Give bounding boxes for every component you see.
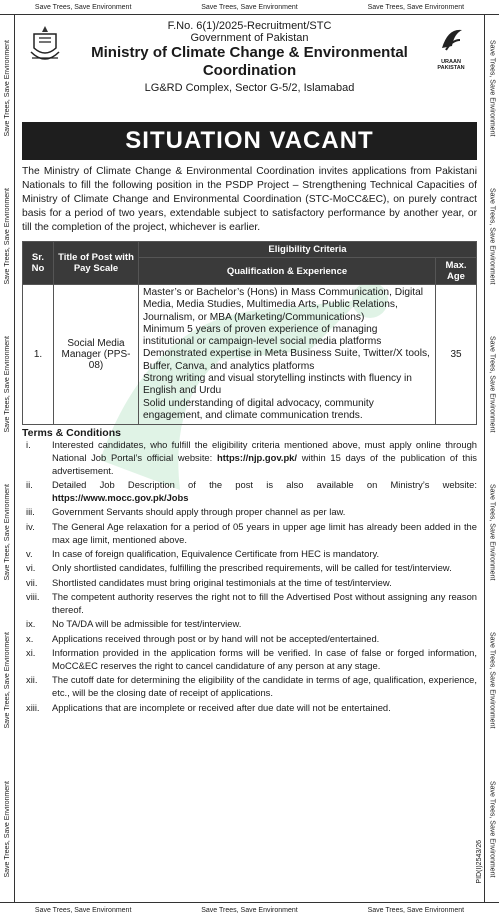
- term-text: [52, 521, 477, 547]
- term-text: [52, 674, 477, 700]
- term-text-part: Interested candidates, who fulfill the eligibility criteria mentioned above, must apply online through National Job Portal’s official website:: [52, 439, 477, 464]
- term-number: ix.: [26, 618, 36, 630]
- address: LG&RD Complex, Sector G-5/2, Islamabad: [144, 82, 355, 94]
- row-qualification: [139, 285, 436, 425]
- term-number: xiii.: [26, 701, 40, 713]
- term-text: [52, 618, 477, 631]
- row-title: Social Media Manager (PPS-08): [54, 285, 139, 425]
- uraan-pakistan-logo: [431, 24, 471, 70]
- border-text: Save Trees, Save Environment: [3, 39, 11, 137]
- border-text: Save Trees, Save Environment: [3, 632, 11, 729]
- term-item: [22, 506, 477, 519]
- term-item: [22, 647, 477, 673]
- term-text: [52, 633, 477, 646]
- term-number: iii.: [26, 506, 35, 518]
- border-text: Save Trees, Save Environment: [34, 906, 132, 914]
- term-number: x.: [26, 632, 34, 644]
- header-eligibility: Eligibility Criteria: [139, 242, 477, 258]
- term-text-part: Information provided in the application forms will be verified. In case of false or forged information, MoCC&EC reserves the right to cancel candidature of any person at any stage.: [52, 647, 477, 671]
- term-text: [52, 702, 477, 715]
- qualification-line: Master’s or Bachelor’s (Hons) in Mass Communication, Digital Media, Media Studies, Multimedia Arts, Public Relations, Journalism, or MBA (Marketing/Communications): [143, 287, 424, 323]
- border-text: Save Trees, Save Environment: [488, 632, 496, 729]
- term-item: [22, 577, 477, 590]
- term-number: iv.: [26, 520, 35, 532]
- term-item: [22, 618, 477, 631]
- term-text-part: within 15 days of the publication of this advertisement.: [52, 452, 477, 476]
- header-age: Max. Age: [436, 258, 477, 285]
- border-text: Save Trees, Save Environment: [201, 3, 298, 11]
- header-title: Title of Post with Pay Scale: [54, 242, 139, 285]
- uraan-logo-icon: [436, 24, 466, 54]
- term-number: viii.: [26, 591, 40, 603]
- term-link: https://www.mocc.gov.pk/Jobs: [52, 492, 189, 504]
- border-bottom: [0, 902, 499, 917]
- border-text: Save Trees, Save Environment: [34, 3, 132, 11]
- term-number: ii.: [26, 479, 33, 491]
- border-text: Save Trees, Save Environment: [488, 187, 496, 285]
- row-age: 35: [436, 285, 477, 425]
- term-number: vi.: [26, 562, 36, 574]
- term-text-part: Only shortlisted candidates, fulfilling the prescribed requirements, will be called for test/interview.: [52, 562, 452, 574]
- pid-number: PID(I)2543/26: [476, 840, 483, 884]
- uraan-label: URAAN PAKISTAN: [437, 59, 465, 71]
- term-number: vii.: [26, 576, 38, 588]
- government-emblem-icon: [28, 24, 62, 64]
- term-item: [22, 439, 477, 477]
- term-item: [22, 702, 477, 715]
- term-text: [52, 439, 477, 477]
- border-text: Save Trees, Save Environment: [3, 780, 11, 878]
- border-text: Save Trees, Save Environment: [488, 780, 496, 878]
- border-text: Save Trees, Save Environment: [3, 187, 11, 285]
- advertisement: [22, 18, 477, 716]
- border-text: Save Trees, Save Environment: [201, 906, 298, 914]
- situation-vacant-banner: SITUATION VACANT: [22, 122, 477, 160]
- term-text-part: No TA/DA will be admissible for test/interview.: [52, 618, 242, 630]
- qualification-line: Solid understanding of digital advocacy, community engagement, and climate communication trends.: [143, 397, 374, 421]
- term-text: [52, 562, 477, 575]
- terms-title: Terms & Conditions: [22, 427, 121, 440]
- table-row: [23, 285, 477, 425]
- term-text: [52, 506, 477, 519]
- terms-list: [22, 439, 477, 714]
- qualification-line: Minimum 5 years of proven experience of managing institutional or campaign-level social media platforms: [143, 323, 382, 348]
- border-top: [0, 0, 499, 15]
- term-text-part: Detailed Job Description of the post is also available on Ministry’s website:: [52, 479, 477, 491]
- ministry-name: Ministry of Climate Change & Environmental Coordination: [91, 44, 408, 79]
- border-text: Save Trees, Save Environment: [3, 336, 11, 433]
- term-text: [52, 479, 477, 505]
- term-text-part: In case of foreign qualification, Equivalence Certificate from HEC is mandatory.: [52, 548, 380, 560]
- term-item: [22, 548, 477, 561]
- position-table: [22, 241, 477, 425]
- term-text: [52, 647, 477, 673]
- border-right: [484, 14, 499, 903]
- header-qualification: Qualification & Experience: [139, 258, 436, 285]
- term-number: i.: [26, 439, 31, 451]
- term-item: [22, 591, 477, 617]
- term-text-part: Applications received through post or by hand will not be accepted/entertained.: [52, 632, 380, 644]
- border-text: Save Trees, Save Environment: [488, 484, 496, 581]
- term-item: [22, 633, 477, 646]
- term-item: [22, 674, 477, 700]
- border-left: [0, 14, 15, 903]
- term-text: [52, 591, 477, 617]
- header-sr: Sr. No: [23, 242, 54, 285]
- header: [22, 20, 477, 120]
- term-text: [52, 548, 477, 561]
- term-text: [52, 577, 477, 590]
- file-number: F.No. 6(1)/2025-Recruitment/STC: [167, 20, 332, 32]
- border-text: Save Trees, Save Environment: [367, 906, 465, 914]
- border-text: Save Trees, Save Environment: [367, 3, 465, 11]
- term-item: [22, 479, 477, 505]
- qualification-line: Strong writing and visual storytelling instincts with fluency in English and Urdu: [143, 373, 412, 397]
- term-text-part: The competent authority reserves the right not to fill the Advertised Post without assigning any reason thereof.: [52, 591, 477, 615]
- term-number: v.: [26, 548, 33, 560]
- border-text: Save Trees, Save Environment: [488, 39, 496, 137]
- qualification-line: Demonstrated expertise in Meta Business Suite, Twitter/X tools, Buffer, Canva, and analytics platforms: [143, 348, 430, 372]
- term-text-part: The General Age relaxation for a period of 05 years in upper age limit has already been added in the max age limit, mentioned above.: [52, 520, 477, 545]
- term-link: https://njp.gov.pk/: [216, 452, 297, 464]
- term-text-part: Government Servants should apply through proper channel as per law.: [52, 506, 346, 518]
- term-item: [22, 562, 477, 575]
- border-text: Save Trees, Save Environment: [488, 336, 496, 433]
- term-number: xi.: [26, 647, 36, 659]
- government-name: Government of Pakistan: [190, 32, 309, 44]
- term-text-part: Shortlisted candidates must bring original testimonials at the time of test/interview.: [52, 576, 392, 588]
- term-item: [22, 521, 477, 547]
- term-text-part: The cutoff date for determining the eligibility of the candidate in terms of age, qualification, experience, etc., will be the closing date of receipt of applications.: [52, 674, 477, 699]
- term-number: xii.: [26, 674, 38, 686]
- term-text-part: Applications that are incomplete or received after due date will not be entertained.: [52, 701, 391, 713]
- border-text: Save Trees, Save Environment: [3, 484, 11, 581]
- row-sr: 1.: [23, 285, 54, 425]
- intro-paragraph: The Ministry of Climate Change & Environmental Coordination invites applications from Pakistani Nationals to fill the following position in the PSDP Project – Strengthening Technical Capacities of Ministry of Climate Change and Environmental Coordination (STC-MoCC&EC), on purely contract basis for a period of two years, extendable subject to satisfactory performance by another year, or till the completion of the project, whichever is earlier.: [22, 166, 477, 233]
